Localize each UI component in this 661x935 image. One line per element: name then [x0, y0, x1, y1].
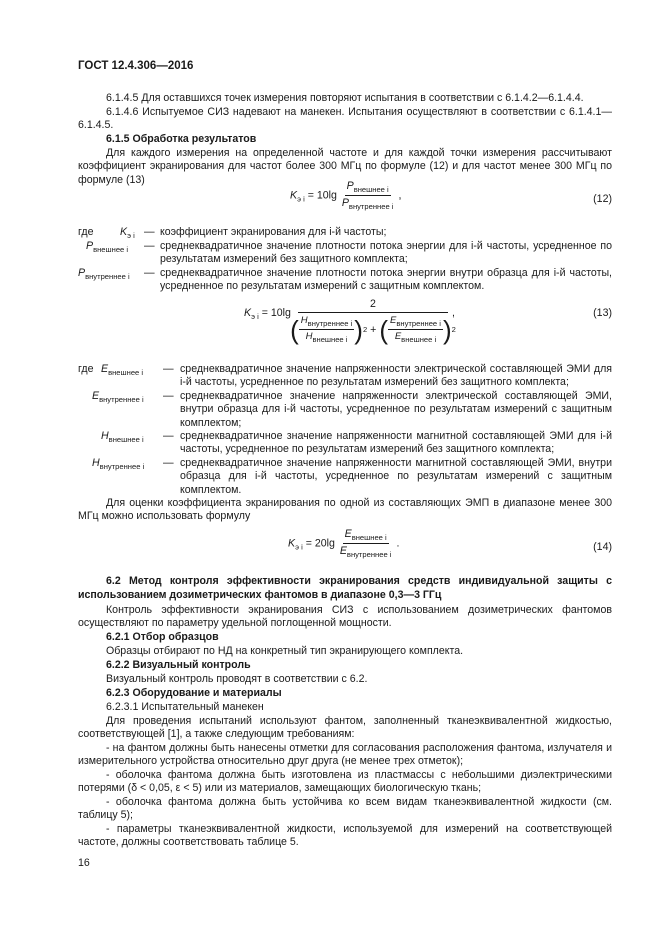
def-p2-letter: P	[78, 267, 86, 279]
definition-p-outer: среднеквадратичное значение плотности потока энергии для i-й частоты, усредненное по результатам измерений без защитного комплекта;	[160, 240, 612, 266]
f13-e-den: E	[394, 331, 402, 342]
bullet-shell-resistance: - оболочка фантома должна быть устойчива ко всем видам тканеэквивалентной жидкости (см. таблицу 5);	[78, 796, 612, 822]
formula-p-num-sub: внешнее i	[353, 185, 389, 194]
def-symbol-h-outer	[101, 430, 144, 444]
heading-6-1-5: 6.1.5 Обработка результатов	[106, 133, 257, 145]
f13-comma: ,	[452, 307, 455, 319]
f13-h-num-sub: внутреннее i	[307, 319, 353, 328]
formula-fraction	[340, 180, 396, 211]
def-dash: —	[144, 240, 155, 252]
paragraph-one-component: Для оценки коэффициента экранирования по одной из составляющих ЭМП в диапазоне менее 300 МГц можно использовать формулу	[78, 497, 612, 523]
definition-k: коэффициент экранирования для i-й частоты;	[160, 226, 387, 238]
paragraph-6-1-4-6: 6.1.4.6 Испытуемое СИЗ надевают на манекен. Испытания осуществляют в соответствии с 6.1.4.1—6.1.4.5.	[78, 106, 612, 132]
def-p2-sub: внутреннее i	[85, 272, 130, 281]
paragraph-6-2-3-1: 6.2.3.1 Испытательный манекен	[106, 701, 264, 713]
def-dash: —	[163, 390, 174, 402]
formula-comma: ,	[398, 189, 402, 202]
f14-e-den-sub: внутреннее i	[346, 550, 392, 559]
f13-h-den-sub: внешнее i	[312, 335, 348, 344]
definition-h-inner: среднеквадратичное значение напряженности магнитной составляющей ЭМИ, внутри образца для i-й частоты, усредненное по результатам измерений с защитным комплектом.	[180, 457, 612, 496]
f13-h-num: H	[300, 315, 308, 326]
f13-plus: +	[370, 323, 377, 336]
def-h2-letter: H	[92, 457, 100, 469]
def-k-sub: э i	[127, 231, 135, 240]
paren-right: )	[354, 314, 363, 345]
def-e2-sub: внутреннее i	[99, 395, 144, 404]
paren-left: (	[379, 314, 389, 345]
paragraph-6-2-2: Визуальный контроль проводят в соответствии с 6.2.	[106, 673, 368, 685]
def-e-sub: внешнее i	[108, 368, 144, 377]
bullet-shell-material: - оболочка фантома должна быть изготовлена из пластмассы с небольшими диэлектрическими потерями (δ < 0,05, ε < 5) или из материалов, замещающих биологическую ткань;	[78, 769, 612, 795]
f13-e-num: E	[390, 315, 397, 326]
f14-k: K	[288, 537, 296, 550]
paragraph-phantom: Для проведения испытаний используют фантом, заполненный тканеэквивалентной жидкостью, соответствующей [1], а также следующим требованиям:	[78, 715, 612, 741]
formula-k-subscript: э i	[297, 194, 305, 204]
f14-e-den: E	[339, 545, 347, 557]
formula-13	[244, 307, 291, 321]
f14-e-num: E	[344, 528, 352, 540]
f13-e-fraction	[388, 315, 443, 344]
equation-number-13: (13)	[593, 307, 612, 319]
heading-6-2-2: 6.2.2 Визуальный контроль	[106, 659, 251, 671]
formula-p-num: P	[346, 180, 354, 192]
formula-p-den-sub: внутреннее i	[348, 202, 394, 211]
def-h-letter: H	[101, 430, 109, 442]
equation-number-12: (12)	[593, 193, 612, 205]
def-symbol-p-inner	[78, 267, 130, 281]
def-dash: —	[163, 457, 174, 469]
formula-12	[290, 180, 401, 211]
def-k-letter: K	[120, 226, 128, 238]
f14-dot: .	[396, 537, 400, 550]
f13-h-fraction	[299, 315, 354, 344]
def-dash: —	[163, 363, 174, 375]
f14-e-num-sub: внешнее i	[351, 533, 387, 542]
paragraph-6-2-intro: Контроль эффективности экранирования СИЗ с использованием дозиметрических фантомов осуществляют по параметру удельной поглощенной мощности.	[78, 604, 612, 630]
f13-k-sub: э i	[251, 312, 259, 321]
heading-6-2-1: 6.2.1 Отбор образцов	[106, 631, 219, 643]
def-h2-sub: внутреннее i	[99, 462, 145, 471]
where-label: где	[78, 226, 94, 238]
def-symbol-p-outer	[86, 240, 128, 254]
def-e-letter: E	[101, 363, 109, 375]
def-symbol-e-outer	[101, 363, 143, 377]
f13-denominator	[290, 313, 456, 345]
paren-right: )	[442, 314, 452, 345]
page-number: 16	[78, 857, 90, 869]
paragraph-formula-intro: Для каждого измерения на определенной частоте и для каждой точки измерения рассчитывают коэффициент экранирования для частот более 300 МГц по формуле (12) и для частот менее 300 МГц по формуле (13)	[78, 147, 612, 186]
f13-sq2: 2	[451, 325, 456, 334]
def-dash: —	[144, 267, 155, 279]
f13-log-op: = 10lg	[261, 307, 291, 319]
f14-fraction	[338, 528, 394, 559]
formula-p-den: P	[341, 197, 349, 209]
f14-k-sub: э i	[295, 542, 303, 552]
document-header: ГОСТ 12.4.306—2016	[78, 60, 194, 72]
formula-log-op: = 10lg	[307, 189, 337, 202]
f13-e-den-sub: внешнее i	[401, 335, 437, 344]
def-symbol-e-inner	[92, 390, 144, 404]
def-dash: —	[163, 430, 174, 442]
heading-6-2-3: 6.2.3 Оборудование и материалы	[106, 687, 282, 699]
def-e2-letter: E	[92, 390, 100, 402]
definition-e-outer: среднеквадратичное значение напряженности электрической составляющей ЭМИ для i-й частоты, усредненное по результатам измерений без защитного комплекта;	[180, 363, 612, 389]
f13-k: K	[244, 307, 252, 319]
definition-e-inner: среднеквадратичное значение напряженности электрической составляющей ЭМИ, внутри образца для i-й частоты, усредненное по результатам измерений с защитным комплектом;	[180, 390, 612, 429]
formula-k-symbol: K	[290, 189, 298, 202]
definition-h-outer: среднеквадратичное значение напряженности магнитной составляющей ЭМИ для i-й частоты, усредненное по результатам измерений без защитного комплекта;	[180, 430, 612, 456]
where-label-2: где	[78, 363, 94, 375]
equation-number-14: (14)	[593, 541, 612, 553]
paren-left: (	[290, 314, 299, 345]
f13-numerator	[298, 298, 448, 313]
heading-6-2: 6.2 Метод контроля эффективности экранирования средств индивидуальной защиты с использованием дозиметрических фантомов в диапазоне 0,3—3 ГГц	[78, 575, 612, 601]
def-p-letter: P	[86, 240, 94, 252]
f13-e-num-sub: внутреннее i	[396, 319, 441, 328]
bullet-liquid-params: - параметры тканеэквивалентной жидкости, используемой для измерений на соответствующей частоте, должны соответствовать таблице 5.	[78, 823, 612, 849]
def-p-sub: внешнее i	[93, 245, 129, 254]
f13-sq1: 2	[362, 325, 368, 334]
paragraph-6-2-1: Образцы отбирают по НД на конкретный тип экранирующего комплекта.	[106, 645, 464, 657]
def-symbol-k	[120, 226, 135, 240]
bullet-marks: - на фантом должны быть нанесены отметки для согласования расположения фантома, излучателя и измерительного устройства относительно друг друга (не менее трех отметок);	[78, 742, 612, 768]
f13-h-den: H	[305, 331, 313, 342]
formula-13-fraction	[290, 298, 456, 345]
paragraph-6-1-4-5: 6.1.4.5 Для оставшихся точек измерения повторяют испытания в соответствии с 6.1.4.2—6.1.4.4.	[106, 92, 584, 104]
formula-14	[288, 528, 399, 559]
def-h-sub: внешнее i	[108, 435, 144, 444]
f14-log-op: = 20lg	[305, 537, 335, 550]
def-dash: —	[144, 226, 155, 238]
def-symbol-h-inner	[92, 457, 144, 471]
f13-two: 2	[370, 298, 376, 310]
definition-p-inner: среднеквадратичное значение плотности потока энергии внутри образца для i-й частоты, усредненное по результатам измерений с защитным комплектом.	[160, 267, 612, 293]
